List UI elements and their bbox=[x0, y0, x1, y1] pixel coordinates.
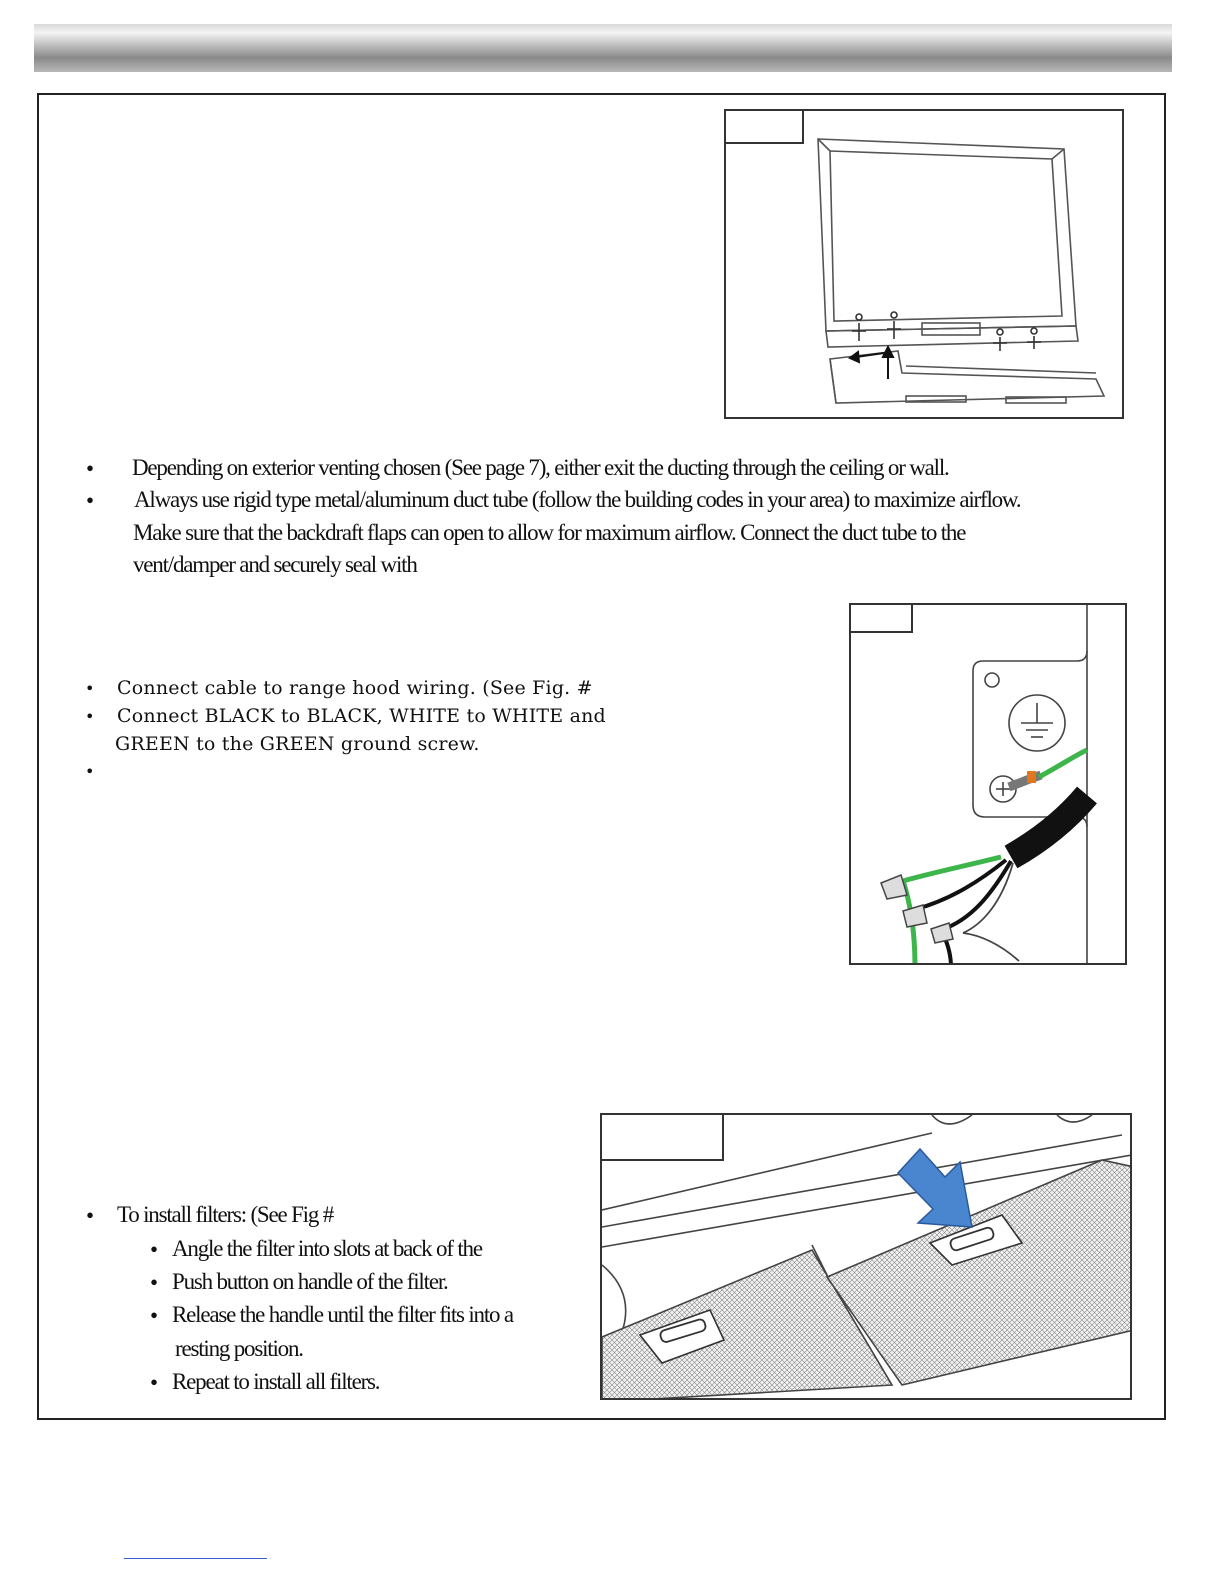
figure-filters bbox=[600, 1113, 1132, 1400]
filters-sub-bullet-2: Push button on handle of the filter. bbox=[172, 1269, 448, 1294]
filters-main-bullet: To install filters: (See Fig # bbox=[117, 1202, 334, 1227]
hood-mounting-illustration bbox=[726, 111, 1124, 419]
bullet-dot: • bbox=[85, 679, 95, 698]
bullet-dot: • bbox=[85, 762, 95, 781]
footer-link-underline[interactable] bbox=[124, 1558, 267, 1559]
figure-hood-mounting bbox=[724, 109, 1124, 419]
bullet-dot: • bbox=[86, 488, 93, 513]
ducting-continuation-2: vent/damper and securely seal with bbox=[133, 552, 417, 577]
bullet-dot: • bbox=[86, 1203, 93, 1228]
ducting-bullet-2: Always use rigid type metal/aluminum duct tube (follow the building codes in your area) to maximize airflow. bbox=[134, 487, 1021, 512]
wiring-bullet-1: Connect cable to range hood wiring. (See Fig. # bbox=[117, 677, 593, 699]
filters-sub-bullet-1: Angle the filter into slots at back of the bbox=[172, 1236, 482, 1261]
filters-sub-continuation: resting position. bbox=[175, 1336, 303, 1361]
wiring-bullet-2: Connect BLACK to BLACK, WHITE to WHITE and bbox=[117, 705, 606, 727]
ducting-continuation-1: Make sure that the backdraft flaps can open to allow for maximum airflow. Connect the duct tube to the bbox=[133, 520, 966, 545]
filters-sub-bullet-3: Release the handle until the filter fits into a bbox=[172, 1302, 513, 1327]
figure-label-box bbox=[602, 1115, 724, 1161]
filters-sub-bullet-4: Repeat to install all filters. bbox=[172, 1369, 380, 1394]
figure-wiring bbox=[849, 603, 1127, 965]
wiring-continuation: GREEN to the GREEN ground screw. bbox=[115, 733, 480, 755]
bullet-dot: • bbox=[150, 1270, 157, 1295]
ducting-bullet-1: Depending on exterior venting chosen (See page 7), either exit the ducting through the ceiling or wall. bbox=[132, 455, 949, 480]
page-header-bar bbox=[34, 24, 1172, 72]
bullet-dot: • bbox=[85, 707, 95, 726]
bullet-dot: • bbox=[86, 456, 93, 481]
bullet-dot: • bbox=[150, 1303, 157, 1328]
bullet-dot: • bbox=[150, 1370, 157, 1395]
wiring-illustration bbox=[851, 605, 1127, 965]
bullet-dot: • bbox=[150, 1237, 157, 1262]
